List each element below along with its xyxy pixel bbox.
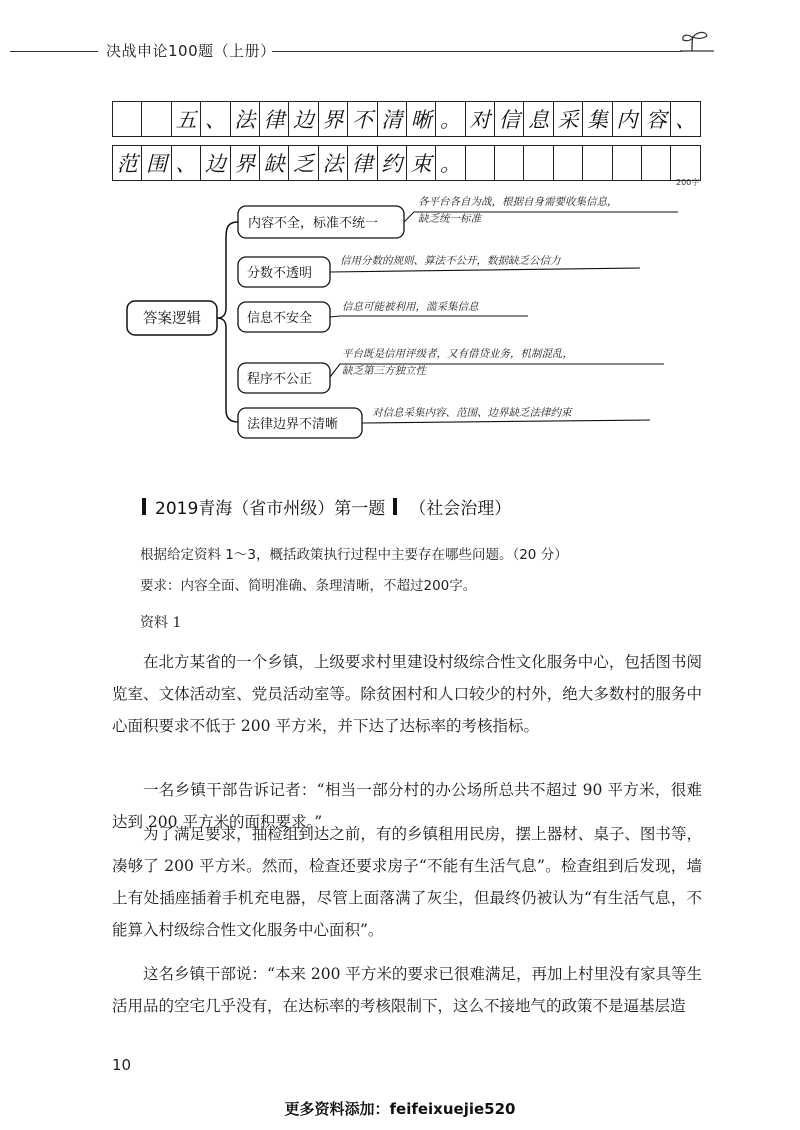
grid-cell: 、 (172, 145, 201, 181)
mindmap-branch-label-3: 信息不安全 (247, 311, 313, 326)
mindmap-note-1b: 缺乏统一标准 (418, 213, 481, 225)
grid-cell: 律 (260, 101, 289, 137)
grid-cell: 采 (554, 101, 583, 137)
grid-cell: 不 (348, 101, 377, 137)
material-paragraph-3: 为了满足要求，抽检组到达之前，有的乡镇租用民房，摆上器材、桌子、图书等，凑够了 200 平方米。然而，检查还要求房子“不能有生活气息”。检查组到后发现，墙上有处插座插着手机充电器，尽管上面落满了灰尘，但最终仍被认为“有生活气息，不能算入村级综合性文化服务中心面积”。 (112, 825, 702, 939)
mindmap-note-5a: 对信息采集内容、范围、边界缺乏法律约束 (372, 407, 572, 419)
grid-cell: 束 (407, 145, 436, 181)
material-paragraph-2: 一名乡镇干部告诉记者：“相当一部分村的办公场所总共不超过 90 平方米，很难达到 200 平方米的面积要求。” (112, 781, 702, 831)
grid-cell: 范 (113, 145, 142, 181)
question-title: 2019青海（省市州级）第一题 (155, 499, 386, 519)
mindmap-branch-label-5: 法律边界不清晰 (247, 417, 339, 432)
grid-cell: 乏 (289, 145, 318, 181)
grid-cell: 息 (524, 101, 553, 137)
question-prompt: 根据给定资料 1～3，概括政策执行过程中主要存在哪些问题。（20 分） (140, 547, 568, 563)
grid-cell: 边 (201, 145, 230, 181)
answer-logic-mindmap (0, 0, 800, 480)
mindmap-note-4a: 平台既是信用评级者，又有借贷业务，机制混乱， (342, 348, 573, 360)
question-tag: （社会治理） (409, 499, 512, 519)
mindmap-root-label: 答案逻辑 (143, 311, 201, 327)
mindmap-brace (217, 222, 238, 422)
material-label: 资料 1 (140, 615, 182, 631)
mindmap-note-4b: 缺乏第三方独立性 (342, 365, 426, 377)
grid-cell: 、 (201, 101, 230, 137)
grid-cell: 法 (319, 145, 348, 181)
grid-cell: 边 (289, 101, 318, 137)
grid-cell: 约 (378, 145, 407, 181)
grid-cell: 、 (671, 101, 700, 137)
heading-marker-left (142, 498, 146, 515)
question-requirement: 要求：内容全面、简明准确、条理清晰，不超过200字。 (140, 578, 477, 594)
grid-cell: 晰 (407, 101, 436, 137)
material-paragraph-4: 这名乡镇干部说：“本来 200 平方米的要求已很难满足，再加上村里没有家具等生活用品的空宅几乎没有，在达标率的考核限制下，这么不接地气的政策不是逼基层造 (112, 965, 702, 1015)
grid-cell: 缺 (260, 145, 289, 181)
grid-cell: 五 (172, 101, 201, 137)
grid-cell: 。 (436, 145, 465, 181)
mindmap-branch-label-4: 程序不公正 (247, 372, 313, 387)
running-header-title: 决战申论100题（上册） (106, 42, 276, 60)
grid-cell: 界 (319, 101, 348, 137)
grid-cell: 信 (495, 101, 524, 137)
grid-cell: 内 (613, 101, 642, 137)
word-count-label: 200字 (676, 178, 700, 187)
grid-cell: 法 (231, 101, 260, 137)
grid-cell: 容 (642, 101, 671, 137)
footer-contact-note: 更多资料添加：feifeixuejie520 (284, 1100, 516, 1118)
grid-cell: 律 (348, 145, 377, 181)
heading-marker-right (393, 498, 397, 515)
grid-cell: 对 (466, 101, 495, 137)
mindmap-note-2a: 信用分数的规则、算法不公开，数据缺乏公信力 (340, 255, 561, 267)
mindmap-note-1a: 各平台各自为战，根据自身需要收集信息， (418, 196, 618, 208)
page-number: 10 (112, 1056, 132, 1074)
material-paragraph-1: 在北方某省的一个乡镇，上级要求村里建设村级综合性文化服务中心，包括图书阅览室、文体活动室、党员活动室等。除贫困村和人口较少的村外，绝大多数村的服务中心面积要求不低于 200 平方米，并下达了达标率的考核指标。 (112, 653, 702, 735)
mindmap-branch-label-2: 分数不透明 (247, 266, 313, 281)
grid-cell: 。 (436, 101, 465, 137)
grid-cell: 围 (142, 145, 171, 181)
grid-cell: 清 (378, 101, 407, 137)
mindmap-note-3a: 信息可能被利用，滥采集信息 (342, 301, 479, 313)
question-heading (142, 494, 511, 519)
grid-cell: 集 (583, 101, 612, 137)
mindmap-branch-label-1: 内容不全，标准不统一 (248, 216, 379, 231)
grid-cell: 界 (231, 145, 260, 181)
